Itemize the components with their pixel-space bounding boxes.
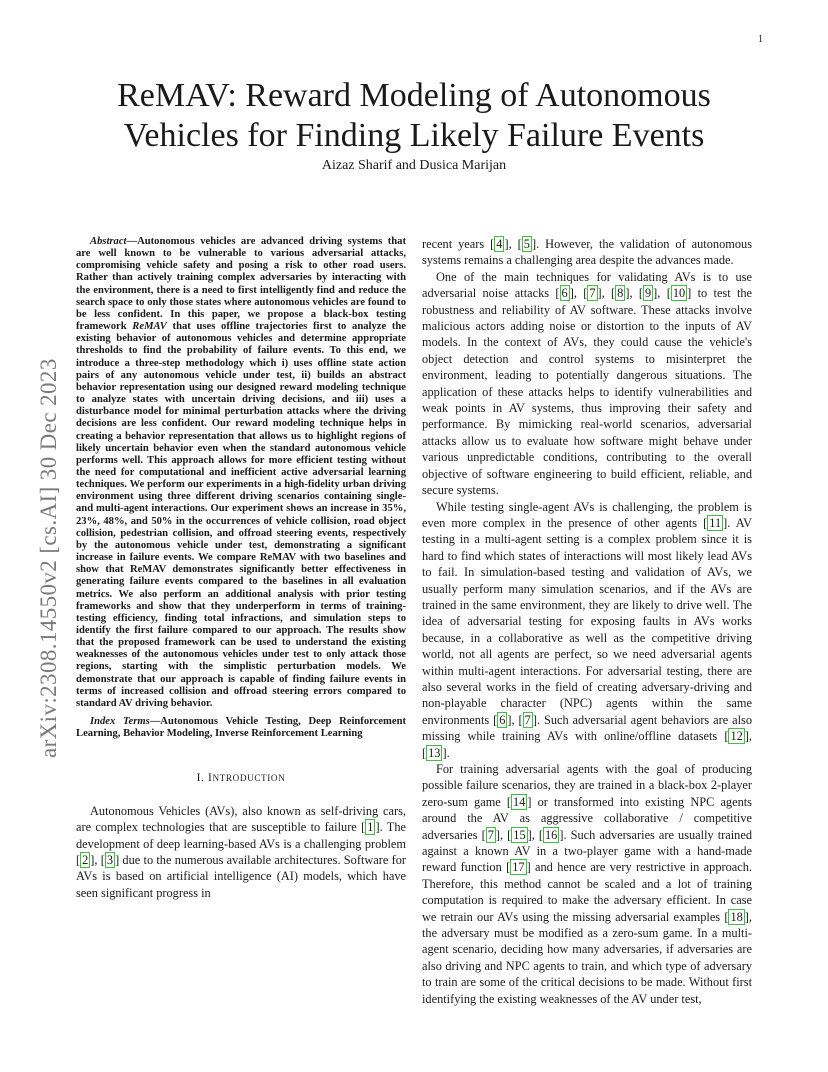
- citation[interactable]: [ 7 ]: [518, 712, 537, 727]
- intro-paragraph-1-continued: recent years [ 4 ], [ 5 ]. However, the validation of autonomous systems remains a challenging area despite the advances made.: [422, 237, 753, 268]
- citation[interactable]: [ 1 ]: [361, 820, 380, 835]
- citation[interactable]: [ 6 ]: [493, 712, 512, 727]
- citation[interactable]: [ 2 ]: [76, 853, 95, 868]
- intro-paragraph-1: Autonomous Vehicles (AVs), also known as self-driving cars, are complex technologies that are susceptible to failure [ 1 ]. The development of deep learning-based AVs is a challenging problem [ 2 ], [ 3 ] due to the numerous available architectures. Software for AVs is based on artificial intelligence (AI) models, which have seen significant progress in: [76, 803, 407, 900]
- author-list: Aizaz Sharif and Dusica Marijan: [321, 158, 507, 173]
- citation[interactable]: [ 3 ]: [100, 853, 120, 868]
- citation[interactable]: [ 13 ]: [422, 745, 447, 760]
- paper-title: ReMAV: Reward Modeling of Autonomous Vehicles for Finding Likely Failure Events: [117, 77, 711, 154]
- index-terms-text: Autonomous Vehicle Testing, Deep Reinforcement Learning, Behavior Modeling, Inverse Reinforcement Learning: [76, 716, 406, 740]
- framework-name: ReMAV: [132, 321, 167, 333]
- citation[interactable]: [ 18 ]: [724, 909, 749, 924]
- citation[interactable]: [ 5 ]: [517, 237, 537, 251]
- citation[interactable]: [ 14 ]: [506, 794, 532, 809]
- citation[interactable]: [ 12 ]: [724, 729, 749, 744]
- index-terms: Index Terms—Autonomous Vehicle Testing, Deep Reinforcement Learning, Behavior Modeling, Inverse Reinforcement Learning: [76, 716, 406, 740]
- citation[interactable]: [ 10 ]: [666, 286, 692, 301]
- index-terms-label: Index Terms: [90, 716, 150, 728]
- citation[interactable]: [ 11 ]: [703, 515, 728, 530]
- page-number: 1: [758, 34, 763, 45]
- abstract-text: Autonomous vehicles are advanced driving systems that are well known to be vulnerable to various adversarial attacks, compromising vehicle safety and posing a risk to other road users. Rather than actively training complex adversaries by interacting with the environment, there is a need to first intelligently find and reduce the search space to only those states where autonomous vehicles are found to be less confident. In this paper, we propose a black-box testing framework: [76, 236, 406, 333]
- right-column: [422, 236, 752, 1007]
- left-column: [76, 236, 406, 901]
- citation[interactable]: [ 6 ]: [555, 286, 574, 301]
- citation[interactable]: [ 7 ]: [583, 286, 602, 301]
- intro-paragraph-3: While testing single-agent AVs is challenging, the problem is even more complex in the presence of other agents [ 11 ]. AV testing in a multi-agent setting is a complex problem since it is hard to find which states of interactions will most likely lead AVs to fail. In simulation-based testing and validation of AVs, we usually perform many simulation scenarios, and if the AVs are trained in the same environment, they are likely to drive well. The idea of adversarial testing for exposing faults in AVs works because, in a collaborative as well as the competitive driving world, not all agents are perfect, so we need adversarial agents within multi-agent interactions. For adversarial testing, there are also several works in the field of creating adversary-driving and non-playable character (NPC) agents within the same environments [ 6 ], [ 7 ]. Such adversarial agent behaviors are also missing while training AVs with online/offline datasets [ 12 ], [ 13 ].: [422, 499, 753, 760]
- citation[interactable]: [ 4 ]: [490, 237, 509, 251]
- citation[interactable]: [ 17 ]: [506, 860, 531, 875]
- abstract-label: Abstract: [90, 236, 127, 247]
- citation[interactable]: [ 9 ]: [638, 286, 658, 301]
- arxiv-identifier[interactable]: arXiv:2308.14550v2 [cs.AI] 30 Dec 2023: [36, 358, 61, 758]
- section-heading-introduction: I. INTRODUCTION: [196, 772, 286, 785]
- abstract: Abstract—Autonomous vehicles are advanced driving systems that are well known to be vulnerable to various adversarial attacks, compromising vehicle safety and posing a risk to other road users. Rather than actively training complex adversaries by interacting with the environment, there is a need to first intelligently find and reduce the search space to only those states where autonomous vehicles are found to be less confident. In this paper, we propose a black-box testing framework ReMAV that uses offline trajectories first to analyze the existing behavior of autonomous vehicles and determine appropriate thresholds to find the probability of failure events. To this end, we introduce a three-step methodology which i) uses offline state action pairs of any autonomous vehicle under test, ii) builds an abstract behavior representation using our designed reward modeling technique to analyze states with uncertain driving decisions, and iii) uses a disturbance model for minimal perturbation attacks where the driving decisions are less confident. Our reward modeling technique helps in creating a behavior representation that allows us to highlight regions of likely uncertain behavior even when the standard autonomous vehicle performs well. This approach allows for more efficient testing without the need for computational and inefficient active adversarial learning techniques. We perform our experiments in a high-fidelity urban driving environment using three different driving scenarios containing single- and multi-agent interactions. Our experiment shows an increase in 35%, 23%, 48%, and 50% in the occurrences of vehicle collision, road object collision, pedestrian collision, and offroad steering events, respectively by the autonomous vehicle under test, demonstrating a significant increase in failure events. We compare ReMAV with two baselines and show that ReMAV demonstrates significantly better effectiveness in generating failure events compared to the baselines in all evaluation metrics. We also perform an additional analysis with prior testing frameworks and show that they underperform in terms of training-testing efficiency, finding total infractions, and simulation steps to identify the first failure compared to our approach. The results show that the proposed framework can be used to understand the existing weaknesses of the autonomous vehicles under test to only attack those regions, starting with the simplistic perturbation models. We demonstrate that our approach is capable of finding failure events in terms of increased collision and offroad steering errors compared to standard AV driving behavior.: [76, 236, 406, 709]
- intro-paragraph-2: One of the main techniques for validating AVs is to use adversarial noise attacks [ 6 ], [ 7 ], [ 8 ], [ 9 ], [ 10 ] to test the robustness and reliability of AV software. These attacks involve malicious actors adding noise or distortion to the inputs of AV models. In the context of AVs, they could cause the vehicle's object detection and control systems to misinterpret the environment, leading to potentially dangerous situations. The application of these attacks helps to identify vulnerabilities and weak points in AV systems, thus improving their safety and performance. By mimicking real-world scenarios, adversarial attacks allow us to evaluate how software might behave under various unpredictable conditions, contributing to the overall objective of software engineering to build efficient, reliable, and secure systems.: [422, 269, 753, 498]
- intro-paragraph-4: For training adversarial agents with the goal of producing possible failure scenarios, they are trained in a black-box 2-player zero-sum game [ 14 ] or transformed into existing NPC agents around the AV as aggressive collaborative / competitive adversaries [ 7 ], [ 15 ], [ 16 ]. Such adversaries are usually trained against a known AV in a two-player game with a hand-made reward function [ 17 ] and hence are very restrictive in approach. Therefore, this method cannot be scaled and a lot of training computation is required to make the adversary efficient. In case we retrain our AVs using the missing adversarial examples [ 18 ], the adversary must be modified as a zero-sum game. In a multi-agent scenario, deciding how many adversaries, if adversaries are also driving and NPC agents to train, and which type of adversary to train are some of the critical decisions to be made. Without first identifying the existing weaknesses of the AV under test,: [422, 762, 753, 1006]
- citation[interactable]: [ 7 ]: [481, 827, 500, 842]
- citation[interactable]: [ 15 ]: [507, 827, 532, 842]
- citation[interactable]: [ 8 ]: [611, 286, 630, 301]
- citation[interactable]: [ 16 ]: [538, 827, 564, 842]
